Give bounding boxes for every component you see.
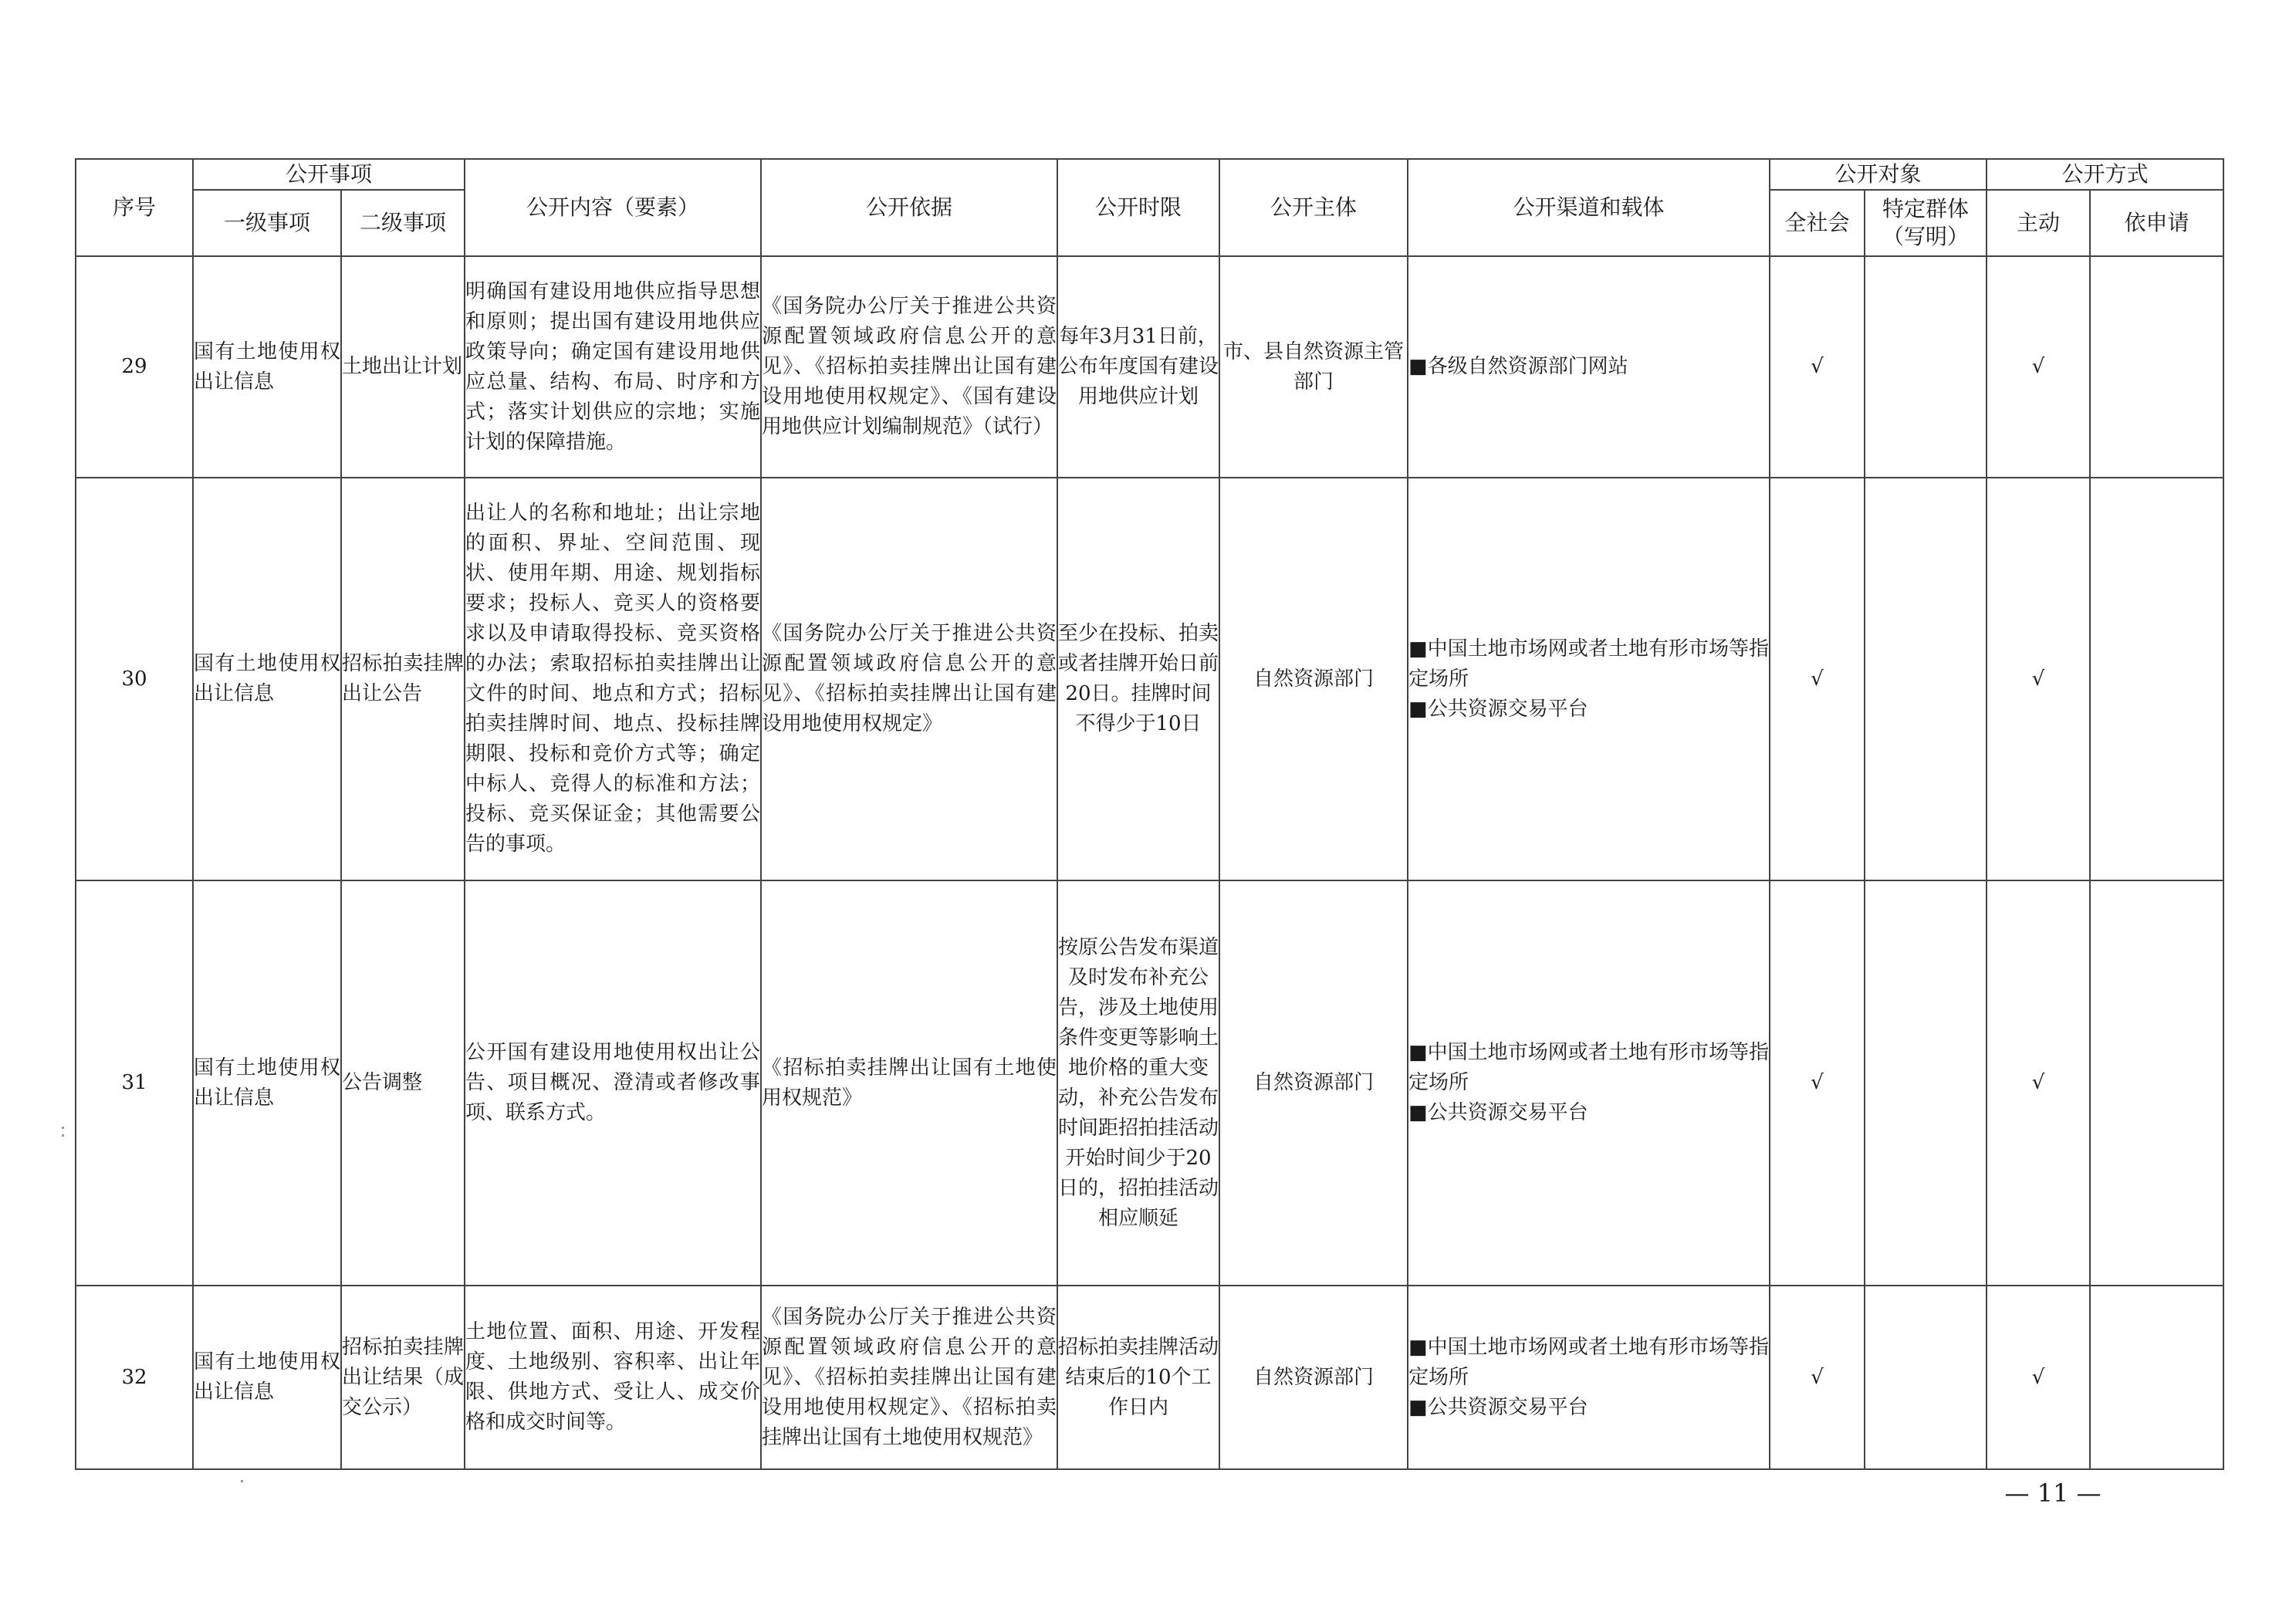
page-number: — 11 — — [2004, 1478, 2102, 1508]
header-item-group: 公开事项 — [193, 159, 465, 190]
row-level1: 国有土地使用权出让信息 — [193, 880, 341, 1286]
row-specific — [1865, 256, 1987, 478]
row-content: 土地位置、面积、用途、开发程度、土地级别、容积率、出让年限、供地方式、受让人、成交价格和成交时间等。 — [465, 1286, 761, 1469]
row-level2: 土地出让计划 — [341, 256, 465, 478]
row-basis: 《招标拍卖挂牌出让国有土地使用权规范》 — [761, 880, 1057, 1286]
row-channel: ■各级自然资源部门网站 — [1408, 256, 1770, 478]
disclosure-table — [75, 158, 2224, 1470]
header-seq: 序号 — [76, 159, 193, 256]
row-subject: 自然资源部门 — [1219, 1286, 1408, 1469]
row-level2: 招标拍卖挂牌出让公告 — [341, 478, 465, 880]
row-request — [2090, 478, 2223, 880]
row-seq: 32 — [76, 1286, 193, 1469]
row-content: 公开国有建设用地使用权出让公告、项目概况、澄清或者修改事项、联系方式。 — [465, 880, 761, 1286]
scan-mark — [241, 1480, 243, 1482]
row-specific — [1865, 478, 1987, 880]
header-content: 公开内容（要素） — [465, 159, 761, 256]
row-content: 明确国有建设用地供应指导思想和原则；提出国有建设用地供应政策导向；确定国有建设用地供应总量、结构、布局、时序和方式；落实计划供应的宗地；实施计划的保障措施。 — [465, 256, 761, 478]
row-request — [2090, 256, 2223, 478]
row-subject: 自然资源部门 — [1219, 880, 1408, 1286]
check-mark-active: √ — [1987, 1286, 2090, 1469]
row-deadline: 按原公告发布渠道及时发布补充公告，涉及土地使用条件变更等影响土地价格的重大变动，补充公告发布时间距招拍挂活动开始时间少于20日的，招拍挂活动相应顺延 — [1057, 880, 1219, 1286]
row-channel: ■中国土地市场网或者土地有形市场等指定场所 ■公共资源交易平台 — [1408, 478, 1770, 880]
header-mode-group: 公开方式 — [1987, 159, 2223, 190]
check-mark-active: √ — [1987, 880, 2090, 1286]
check-mark-active: √ — [1987, 478, 2090, 880]
header-mode-active: 主动 — [1987, 190, 2090, 256]
row-channel: ■中国土地市场网或者土地有形市场等指定场所 ■公共资源交易平台 — [1408, 1286, 1770, 1469]
header-channel: 公开渠道和载体 — [1408, 159, 1770, 256]
row-specific — [1865, 880, 1987, 1286]
scan-mark — [62, 1134, 64, 1137]
check-mark-all: √ — [1770, 880, 1865, 1286]
row-subject: 自然资源部门 — [1219, 478, 1408, 880]
row-deadline: 招标拍卖挂牌活动结束后的10个工作日内 — [1057, 1286, 1219, 1469]
row-seq: 30 — [76, 478, 193, 880]
row-request — [2090, 880, 2223, 1286]
row-seq: 31 — [76, 880, 193, 1286]
header-row-1 — [76, 159, 2223, 190]
row-deadline: 至少在投标、拍卖或者挂牌开始日前20日。挂牌时间不得少于10日 — [1057, 478, 1219, 880]
scan-mark — [62, 1127, 64, 1129]
row-seq: 29 — [76, 256, 193, 478]
header-subject: 公开主体 — [1219, 159, 1408, 256]
header-deadline: 公开时限 — [1057, 159, 1219, 256]
row-basis: 《国务院办公厅关于推进公共资源配置领域政府信息公开的意见》、《招标拍卖挂牌出让国有建设用地使用权规定》、《国有建设用地供应计划编制规范》（试行） — [761, 256, 1057, 478]
row-subject: 市、县自然资源主管部门 — [1219, 256, 1408, 478]
check-mark-all: √ — [1770, 478, 1865, 880]
header-mode-request: 依申请 — [2090, 190, 2223, 256]
row-level2: 公告调整 — [341, 880, 465, 1286]
row-basis: 《国务院办公厅关于推进公共资源配置领域政府信息公开的意见》、《招标拍卖挂牌出让国有建设用地使用权规定》、《招标拍卖挂牌出让国有土地使用权规范》 — [761, 1286, 1057, 1469]
header-target-group: 公开对象 — [1770, 159, 1987, 190]
row-specific — [1865, 1286, 1987, 1469]
table-row — [76, 880, 2223, 1286]
row-basis: 《国务院办公厅关于推进公共资源配置领域政府信息公开的意见》、《招标拍卖挂牌出让国有建设用地使用权规定》 — [761, 478, 1057, 880]
row-deadline: 每年3月31日前，公布年度国有建设用地供应计划 — [1057, 256, 1219, 478]
header-basis: 公开依据 — [761, 159, 1057, 256]
row-level1: 国有土地使用权出让信息 — [193, 256, 341, 478]
header-target-all: 全社会 — [1770, 190, 1865, 256]
header-target-specific: 特定群体（写明） — [1865, 190, 1987, 256]
row-channel: ■中国土地市场网或者土地有形市场等指定场所 ■公共资源交易平台 — [1408, 880, 1770, 1286]
row-level1: 国有土地使用权出让信息 — [193, 478, 341, 880]
check-mark-active: √ — [1987, 256, 2090, 478]
check-mark-all: √ — [1770, 1286, 1865, 1469]
header-level1: 一级事项 — [193, 190, 341, 256]
table-row — [76, 256, 2223, 478]
table-row — [76, 1286, 2223, 1469]
row-request — [2090, 1286, 2223, 1469]
header-level2: 二级事项 — [341, 190, 465, 256]
row-content: 出让人的名称和地址；出让宗地的面积、界址、空间范围、现状、使用年期、用途、规划指标要求；投标人、竞买人的资格要求以及申请取得投标、竞买资格的办法；索取招标拍卖挂牌出让文件的时间、地点和方式；招标拍卖挂牌时间、地点、投标挂牌期限、投标和竞价方式等；确定中标人、竞得人的标准和方法；投标、竞买保证金；其他需要公告的事项。 — [465, 478, 761, 880]
table-row — [76, 478, 2223, 880]
row-level1: 国有土地使用权出让信息 — [193, 1286, 341, 1469]
row-level2: 招标拍卖挂牌出让结果（成交公示） — [341, 1286, 465, 1469]
check-mark-all: √ — [1770, 256, 1865, 478]
